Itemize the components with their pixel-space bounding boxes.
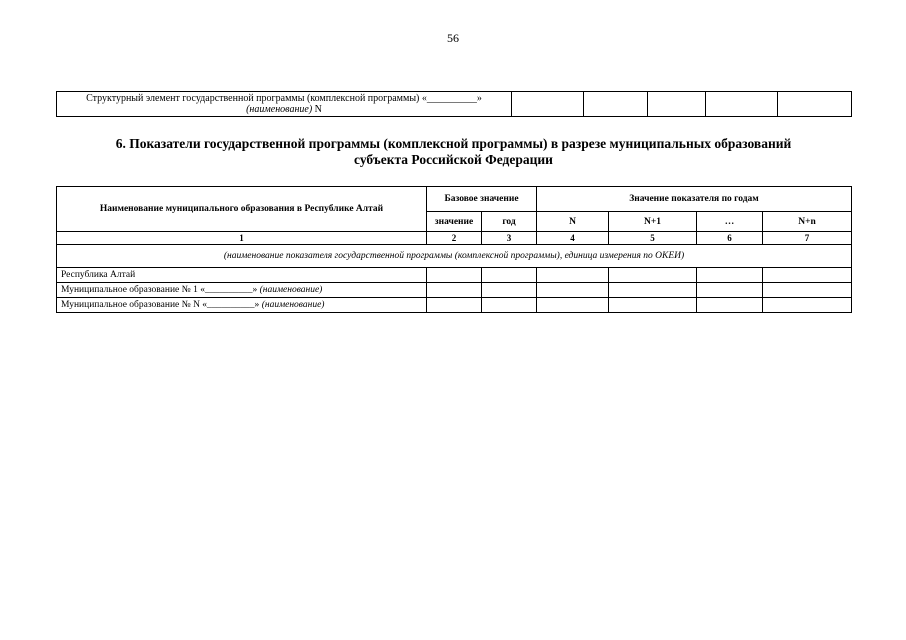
subheader-n-plus-1: N+1 — [609, 212, 697, 232]
data-cell — [697, 268, 763, 283]
structural-element-line1: Структурный элемент государственной программы (комплексной программы) «__________» — [86, 93, 482, 104]
data-cell — [609, 283, 697, 298]
structural-element-label — [57, 92, 512, 117]
data-cell — [537, 298, 609, 313]
row-label — [57, 298, 427, 313]
data-cell — [763, 283, 852, 298]
row-label — [57, 283, 427, 298]
data-cell — [763, 268, 852, 283]
data-cell — [427, 283, 482, 298]
structural-element-name-hint: (наименование) — [246, 104, 313, 115]
row-label-text: Муниципальное образование № N «__________» — [61, 300, 262, 310]
section-title — [56, 136, 851, 168]
data-cell — [482, 283, 537, 298]
struct-cell — [584, 92, 648, 117]
subheader-n-plus-n: N+n — [763, 212, 852, 232]
data-cell — [609, 298, 697, 313]
structural-element-line2 — [57, 104, 511, 115]
struct-cell — [648, 92, 706, 117]
subheader-year: год — [482, 212, 537, 232]
row-label — [57, 268, 427, 283]
column-number: 6 — [697, 232, 763, 245]
column-number: 7 — [763, 232, 852, 245]
struct-cell — [706, 92, 778, 117]
data-cell — [427, 298, 482, 313]
table-row — [57, 283, 852, 298]
row-label-hint: (наименование) — [259, 285, 323, 295]
row-label-text: Муниципальное образование № 1 «__________» — [61, 285, 260, 295]
section-title-line1: 6. Показатели государственной программы (комплексной программы) в разрезе муниципальных образований — [115, 136, 792, 151]
data-cell — [537, 283, 609, 298]
data-cell — [763, 298, 852, 313]
subheader-ellipsis: … — [697, 212, 763, 232]
struct-cell — [778, 92, 852, 117]
data-cell — [482, 298, 537, 313]
indicator-name-row: (наименование показателя государственной программы (комплексной программы), единица измерения по ОКЕИ) — [57, 245, 852, 268]
section-title-line2: субъекта Российской Федерации — [354, 152, 553, 167]
header-values-by-year: Значение показателя по годам — [537, 187, 852, 212]
header-municipality-name: Наименование муниципального образования в Республике Алтай — [57, 187, 427, 232]
subheader-value: значение — [427, 212, 482, 232]
table-row — [57, 298, 852, 313]
subheader-n: N — [537, 212, 609, 232]
data-cell — [697, 283, 763, 298]
row-label-text: Республика Алтай — [61, 270, 136, 280]
column-number: 2 — [427, 232, 482, 245]
data-cell — [482, 268, 537, 283]
column-number: 3 — [482, 232, 537, 245]
struct-cell — [512, 92, 584, 117]
header-base-value: Базовое значение — [427, 187, 537, 212]
municipal-indicators-table — [56, 186, 852, 313]
column-number: 5 — [609, 232, 697, 245]
data-cell — [697, 298, 763, 313]
structural-element-n: N — [312, 104, 322, 115]
structural-element-table — [56, 91, 852, 117]
column-number: 1 — [57, 232, 427, 245]
table-row — [57, 268, 852, 283]
data-cell — [609, 268, 697, 283]
column-number: 4 — [537, 232, 609, 245]
row-label-hint: (наименование) — [261, 300, 325, 310]
data-cell — [537, 268, 609, 283]
page-number: 56 — [447, 31, 459, 45]
data-cell — [427, 268, 482, 283]
